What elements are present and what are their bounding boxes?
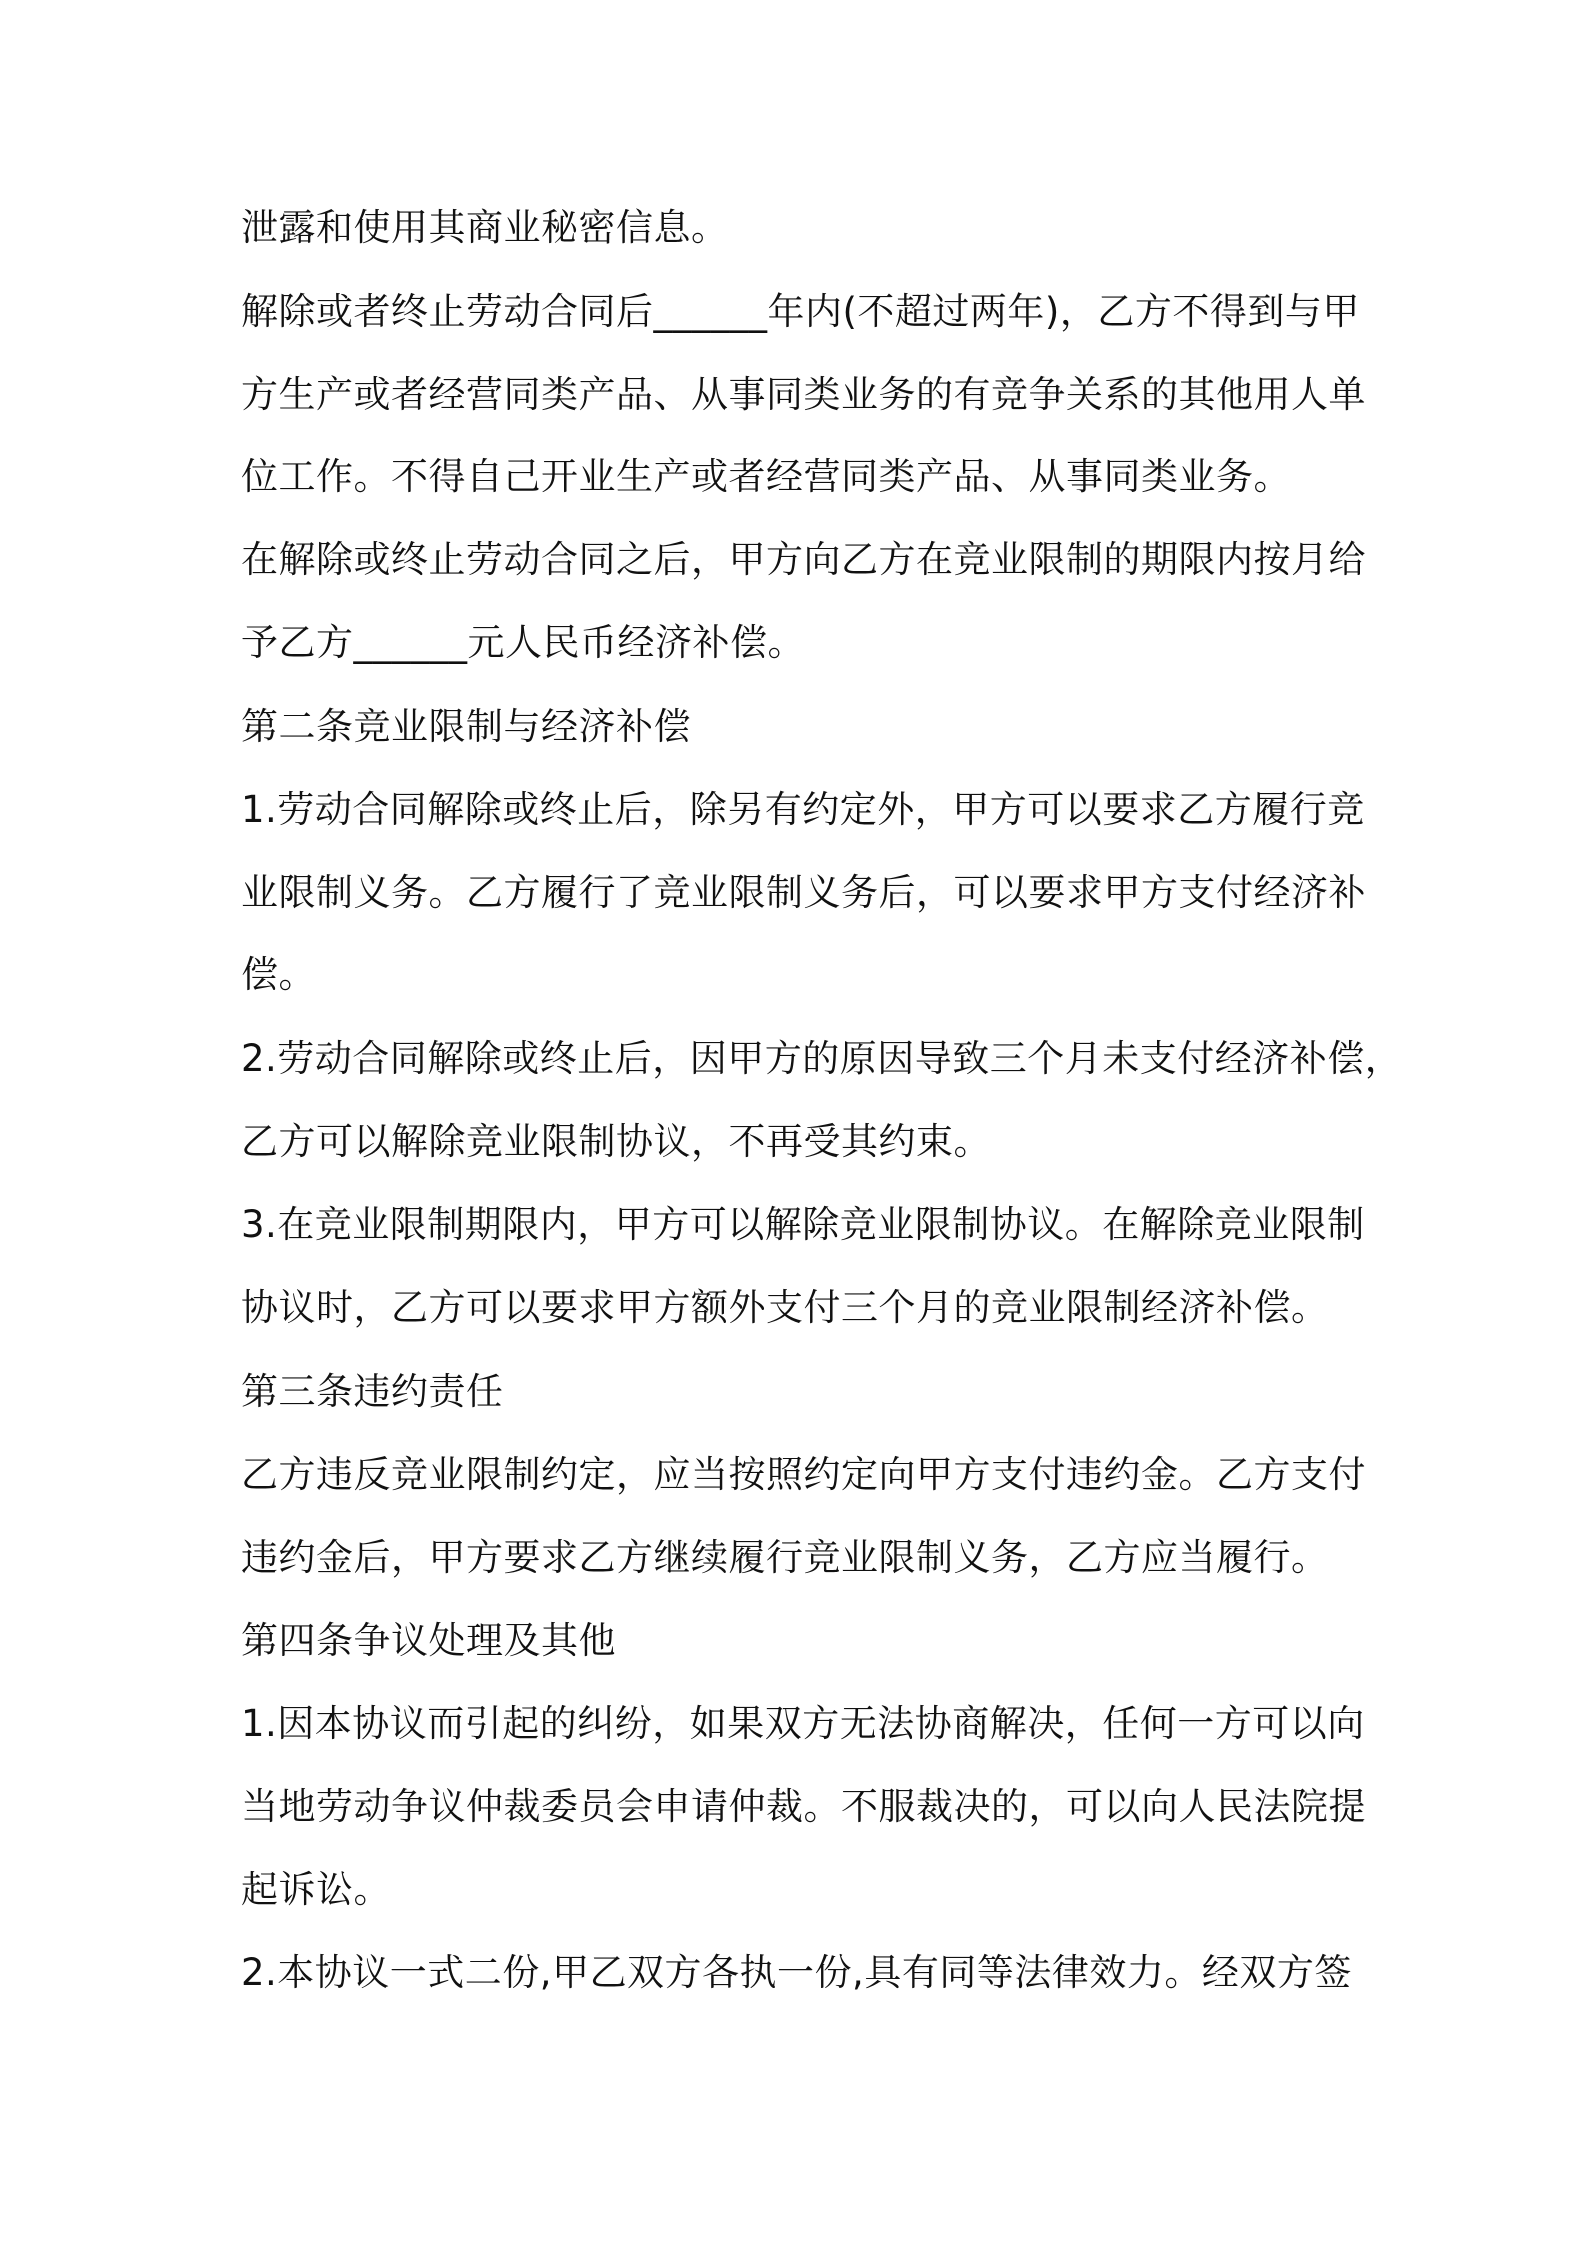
- text-line: 起诉讼。: [241, 1868, 391, 1911]
- text-line: 解除或者终止劳动合同后______年内(不超过两年)，乙方不得到与甲: [241, 290, 1360, 333]
- text-line: 2.本协议一式二份,甲乙双方各执一份,具有同等法律效力。经双方签: [241, 1951, 1352, 1994]
- text-line: 2.劳动合同解除或终止后，因甲方的原因导致三个月未支付经济补偿，: [241, 1037, 1403, 1080]
- text-line: 在解除或终止劳动合同之后，甲方向乙方在竞业限制的期限内按月给: [241, 538, 1366, 581]
- text-line: 违约金后，甲方要求乙方继续履行竞业限制义务，乙方应当履行。: [241, 1536, 1329, 1579]
- section-heading: 第二条竞业限制与经济补偿: [241, 705, 691, 748]
- text-line: 3.在竞业限制期限内，甲方可以解除竞业限制协议。在解除竞业限制: [241, 1203, 1365, 1246]
- section-heading: 第三条违约责任: [241, 1370, 504, 1413]
- text-line: 当地劳动争议仲裁委员会申请仲裁。不服裁决的，可以向人民法院提: [241, 1785, 1366, 1828]
- text-line: 位工作。不得自己开业生产或者经营同类产品、从事同类业务。: [241, 455, 1291, 498]
- text-line: 方生产或者经营同类产品、从事同类业务的有竞争关系的其他用人单: [241, 373, 1366, 416]
- text-line: 乙方违反竞业限制约定，应当按照约定向甲方支付违约金。乙方支付: [241, 1453, 1366, 1496]
- text-line: 泄露和使用其商业秘密信息。: [241, 206, 729, 249]
- text-line: 予乙方______元人民币经济补偿。: [241, 621, 805, 664]
- section-heading: 第四条争议处理及其他: [241, 1619, 616, 1662]
- text-line: 偿。: [241, 953, 316, 996]
- text-line: 乙方可以解除竞业限制协议，不再受其约束。: [241, 1120, 991, 1163]
- text-line: 协议时，乙方可以要求甲方额外支付三个月的竞业限制经济补偿。: [241, 1286, 1329, 1329]
- text-line: 业限制义务。乙方履行了竞业限制义务后，可以要求甲方支付经济补: [241, 871, 1366, 914]
- text-line: 1.劳动合同解除或终止后，除另有约定外，甲方可以要求乙方履行竞: [241, 788, 1365, 831]
- text-line: 1.因本协议而引起的纠纷，如果双方无法协商解决，任何一方可以向: [241, 1702, 1365, 1745]
